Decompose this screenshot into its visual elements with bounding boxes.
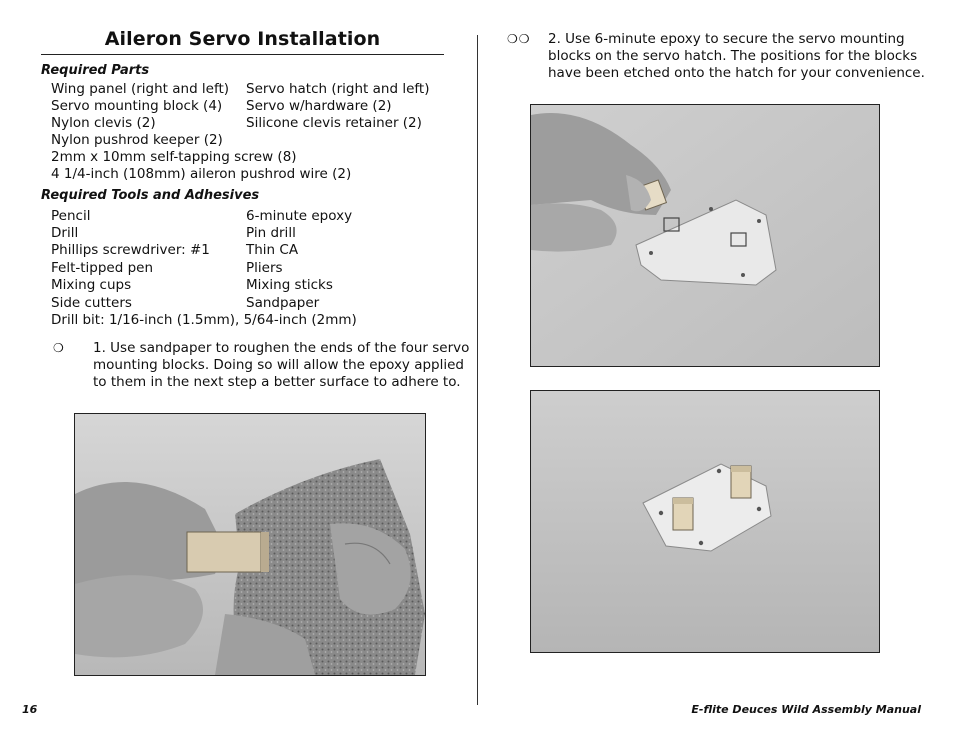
column-divider (477, 35, 478, 705)
tool-item: Drill (51, 225, 79, 241)
step-line: to them in the next step a better surface to adhere to. (93, 374, 461, 390)
step-line: 1. Use sandpaper to roughen the ends of the four servo (93, 340, 470, 356)
tool-item: Pliers (246, 260, 283, 276)
tool-item: Pencil (51, 208, 91, 224)
step-line: 2. Use 6-minute epoxy to secure the servo mounting (548, 31, 905, 47)
step-2-checkbox[interactable]: ❍❍ (507, 32, 531, 46)
sanding-illustration (75, 414, 425, 675)
step-1-checkbox[interactable]: ❍ (53, 341, 65, 355)
page-title: Aileron Servo Installation (104, 28, 381, 50)
part-item: Silicone clevis retainer (2) (246, 115, 422, 131)
tool-item: Drill bit: 1/16-inch (1.5mm), 5/64-inch (2mm) (51, 312, 357, 328)
tool-item: Pin drill (246, 225, 296, 241)
part-item: Wing panel (right and left) (51, 81, 230, 97)
tool-item: Phillips screwdriver: #1 (51, 242, 210, 258)
part-item: Nylon clevis (2) (51, 115, 156, 131)
blocks-installed-photo (530, 390, 880, 653)
page-number: 16 (22, 703, 38, 716)
required-tools-heading: Required Tools and Adhesives (41, 188, 260, 203)
part-item: Servo w/hardware (2) (246, 98, 392, 114)
step-line: mounting blocks. Doing so will allow the epoxy applied (93, 357, 464, 373)
step-1-text (93, 340, 469, 391)
placing-block-photo (530, 104, 880, 367)
title-rule (41, 54, 444, 55)
manual-title: E-flite Deuces Wild Assembly Manual (691, 703, 921, 716)
sanding-block-photo (74, 413, 426, 676)
part-item: Servo mounting block (4) (51, 98, 223, 114)
step-2-text (548, 31, 925, 82)
part-item: Servo hatch (right and left) (246, 81, 430, 97)
tool-item: 6-minute epoxy (246, 208, 353, 224)
step-line: have been etched onto the hatch for your convenience. (548, 65, 925, 81)
step-line: blocks on the servo hatch. The positions for the blocks (548, 48, 918, 64)
tool-item: Mixing cups (51, 277, 132, 293)
tool-item: Felt-tipped pen (51, 260, 154, 276)
part-item: 2mm x 10mm self-tapping screw (8) (51, 149, 297, 165)
tool-item: Thin CA (246, 242, 299, 258)
hatch-with-blocks-illustration (531, 391, 879, 652)
part-item: 4 1/4-inch (108mm) aileron pushrod wire (2) (51, 166, 352, 182)
tool-item: Mixing sticks (246, 277, 333, 293)
tool-item: Sandpaper (246, 295, 320, 311)
hatch-placement-illustration (531, 105, 879, 366)
part-item: Nylon pushrod keeper (2) (51, 132, 223, 148)
required-parts-heading: Required Parts (41, 63, 150, 78)
tool-item: Side cutters (51, 295, 132, 311)
